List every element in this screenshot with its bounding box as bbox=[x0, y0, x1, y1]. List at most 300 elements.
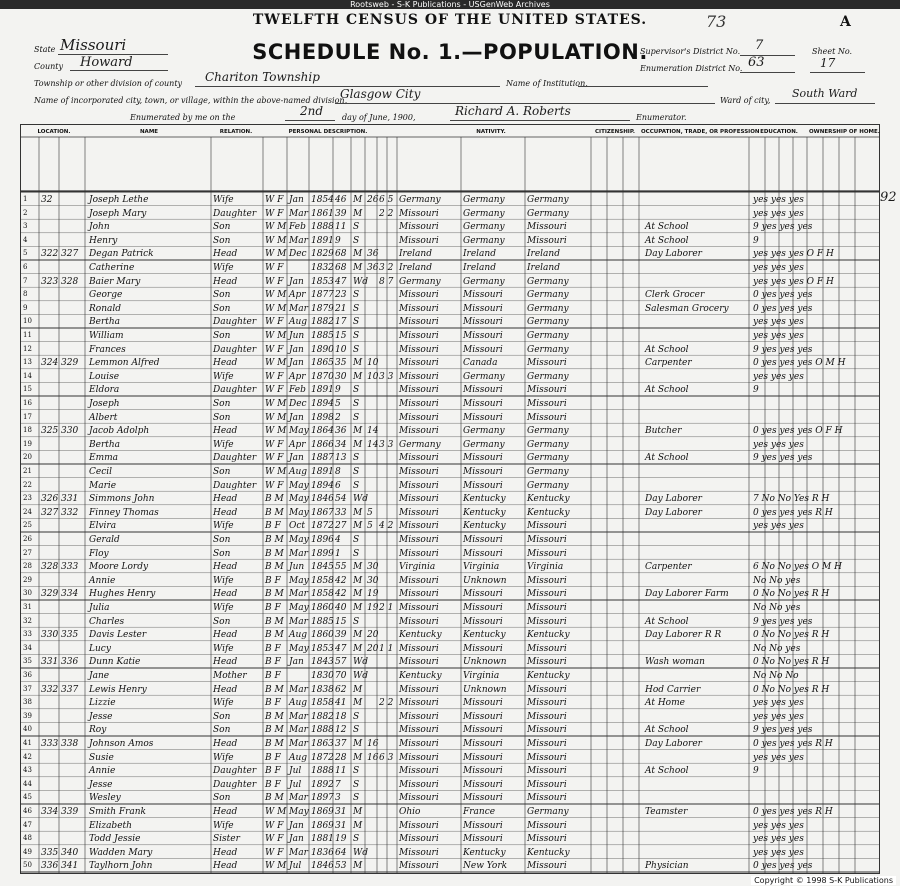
marital-status: S bbox=[353, 303, 360, 314]
education: No No No bbox=[753, 671, 799, 681]
relation: Son bbox=[213, 399, 231, 409]
education: 0 yes yes yes bbox=[753, 290, 813, 301]
occupation: Day Laborer R R bbox=[645, 630, 722, 641]
age: 68 bbox=[335, 249, 347, 260]
marital-status: S bbox=[353, 793, 360, 804]
education: 9 yes yes yes bbox=[753, 453, 813, 464]
father-birthplace: Germany bbox=[463, 208, 505, 219]
row-number: 33 bbox=[23, 630, 32, 639]
marital-status: M bbox=[353, 630, 363, 641]
enum-district-value: 63 bbox=[748, 55, 765, 70]
mother-birthplace: Missouri bbox=[527, 643, 567, 654]
occupation: Carpenter bbox=[645, 562, 692, 573]
marital-status: S bbox=[353, 235, 360, 246]
relation: Head bbox=[213, 494, 238, 505]
birth-month: Aug bbox=[289, 698, 308, 709]
birth-month: May bbox=[289, 494, 309, 505]
father-birthplace: Missouri bbox=[463, 344, 503, 355]
enumerator-name: Richard A. Roberts bbox=[455, 104, 571, 118]
birth-year: 1899 bbox=[311, 548, 334, 559]
education: 0 yes yes yes bbox=[753, 303, 813, 314]
row-number: 1 bbox=[23, 195, 28, 203]
father-birthplace: Missouri bbox=[463, 385, 503, 396]
header-name: NAME bbox=[139, 129, 159, 135]
dwelling-number: 324 bbox=[41, 358, 59, 369]
occupation: Day Laborer Farm bbox=[645, 589, 729, 600]
age: 28 bbox=[335, 752, 347, 763]
birth-month: May bbox=[289, 807, 309, 817]
father-birthplace: Missouri bbox=[463, 739, 503, 749]
education: yes yes yes bbox=[753, 752, 804, 763]
marital-status: S bbox=[353, 412, 360, 423]
color-sex: B M bbox=[265, 494, 284, 505]
family-number: 329 bbox=[61, 358, 79, 369]
relation: Head bbox=[213, 739, 238, 749]
row-number: 27 bbox=[23, 548, 32, 557]
relation: Head bbox=[213, 657, 238, 668]
relation: Wife bbox=[213, 820, 234, 831]
birthplace: Virginia bbox=[399, 562, 436, 573]
father-birthplace: Missouri bbox=[463, 548, 503, 559]
age: 21 bbox=[335, 303, 347, 314]
color-sex: B F bbox=[265, 779, 281, 790]
color-sex: W F bbox=[265, 263, 284, 273]
relation: Daughter bbox=[213, 208, 257, 219]
color-sex: B M bbox=[265, 616, 284, 627]
birth-year: 1891 bbox=[311, 467, 334, 477]
color-sex: W M bbox=[265, 807, 287, 817]
dwelling-number: 332 bbox=[41, 684, 59, 695]
education: 0 No No yes R H bbox=[753, 684, 830, 695]
age: 37 bbox=[335, 739, 347, 749]
marital-status: S bbox=[353, 535, 360, 545]
occupation: Butcher bbox=[645, 426, 682, 437]
person-name: Gerald bbox=[89, 535, 120, 545]
mother-birthplace: Kentucky bbox=[527, 507, 570, 518]
birth-year: 1830 bbox=[311, 671, 334, 681]
birthplace: Kentucky bbox=[399, 671, 442, 681]
birth-year: 1894 bbox=[311, 399, 334, 409]
row-number: 39 bbox=[23, 711, 32, 720]
birthplace: Missouri bbox=[399, 371, 439, 382]
ward-label: Ward of city, bbox=[720, 96, 771, 105]
person-name: Frances bbox=[89, 344, 126, 355]
years-married: 5 bbox=[367, 507, 373, 518]
father-birthplace: Missouri bbox=[463, 752, 503, 763]
birthplace: Missouri bbox=[399, 603, 439, 613]
birth-month: Jan bbox=[289, 412, 304, 423]
birthplace: Missouri bbox=[399, 548, 439, 559]
birthplace: Missouri bbox=[399, 412, 439, 423]
father-birthplace: Missouri bbox=[463, 535, 503, 545]
birth-month: May bbox=[289, 480, 309, 491]
birthplace: Missouri bbox=[399, 847, 439, 858]
mother-birthplace: Germany bbox=[527, 208, 569, 219]
row-number: 26 bbox=[23, 535, 32, 543]
birth-month: Mar bbox=[289, 847, 308, 858]
father-birthplace: Missouri bbox=[463, 616, 503, 627]
archive-banner: Rootsweb - S-K Publications - USGenWeb Archives bbox=[0, 0, 900, 9]
row-number: 46 bbox=[23, 807, 32, 815]
birth-year: 1853 bbox=[311, 276, 334, 287]
family-number: 331 bbox=[61, 494, 79, 505]
marital-status: S bbox=[353, 317, 360, 328]
birth-month: Jan bbox=[289, 820, 304, 831]
marital-status: S bbox=[353, 399, 360, 409]
person-name: George bbox=[89, 290, 123, 301]
marital-status: M bbox=[353, 861, 363, 872]
education: 9 bbox=[753, 766, 759, 777]
table-row bbox=[21, 859, 879, 874]
education: yes yes yes bbox=[753, 521, 804, 532]
color-sex: W M bbox=[265, 303, 287, 314]
row-number: 16 bbox=[23, 399, 32, 407]
father-birthplace: Ireland bbox=[463, 263, 496, 273]
page-stamp: 73 bbox=[706, 12, 727, 31]
relation: Daughter bbox=[213, 317, 257, 328]
birth-month: Feb bbox=[289, 222, 306, 233]
color-sex: W F bbox=[265, 453, 284, 464]
row-number: 49 bbox=[23, 847, 32, 856]
occupation: Day Laborer bbox=[645, 507, 702, 518]
mother-birthplace: Missouri bbox=[527, 752, 567, 763]
color-sex: W F bbox=[265, 820, 284, 831]
birth-year: 1882 bbox=[311, 711, 334, 722]
marital-status: M bbox=[353, 643, 363, 654]
birth-year: 1860 bbox=[311, 630, 334, 641]
color-sex: W M bbox=[265, 235, 287, 246]
family-number: 327 bbox=[61, 249, 79, 260]
birth-year: 1888 bbox=[311, 766, 334, 777]
mother-birthplace: Germany bbox=[527, 453, 569, 464]
father-birthplace: New York bbox=[463, 861, 508, 872]
relation: Wife bbox=[213, 371, 234, 382]
birth-year: 1888 bbox=[311, 222, 334, 233]
father-birthplace: Canada bbox=[463, 358, 498, 369]
row-number: 40 bbox=[23, 725, 32, 734]
city-label: Name of incorporated city, town, or village, within the above-named division, bbox=[34, 96, 348, 105]
birthplace: Missouri bbox=[399, 589, 439, 600]
color-sex: W F bbox=[265, 208, 284, 219]
marital-status: S bbox=[353, 548, 360, 559]
mother-birthplace: Missouri bbox=[527, 684, 567, 695]
relation: Son bbox=[213, 412, 231, 423]
birthplace: Missouri bbox=[399, 494, 439, 505]
birthplace: Missouri bbox=[399, 317, 439, 328]
education: 0 yes yes yes bbox=[753, 861, 813, 872]
age: 6 bbox=[335, 480, 341, 491]
color-sex: W M bbox=[265, 861, 287, 872]
father-birthplace: Missouri bbox=[463, 589, 503, 600]
dwelling-number: 326 bbox=[41, 494, 59, 505]
education: 9 bbox=[753, 235, 759, 246]
county-label: County bbox=[34, 62, 63, 71]
relation: Son bbox=[213, 290, 231, 301]
age: 5 bbox=[335, 399, 341, 409]
birth-year: 1853 bbox=[311, 643, 334, 654]
birth-year: 1881 bbox=[311, 834, 334, 845]
row-number: 19 bbox=[23, 439, 32, 448]
birth-month: Mar bbox=[289, 208, 308, 219]
person-name: Baier Mary bbox=[89, 276, 141, 287]
birth-year: 1891 bbox=[311, 235, 334, 246]
header-citizenship: CITIZENSHIP. bbox=[595, 129, 635, 135]
children: 2 2 bbox=[379, 698, 394, 709]
color-sex: B F bbox=[265, 603, 281, 613]
color-sex: B M bbox=[265, 739, 284, 749]
relation: Daughter bbox=[213, 453, 257, 464]
age: 39 bbox=[335, 208, 347, 219]
row-number: 10 bbox=[23, 317, 32, 326]
birth-year: 1863 bbox=[311, 739, 334, 749]
relation: Head bbox=[213, 276, 238, 287]
relation: Head bbox=[213, 684, 238, 695]
marital-status: S bbox=[353, 467, 360, 477]
education: yes yes yes bbox=[753, 208, 804, 219]
father-birthplace: Unknown bbox=[463, 657, 507, 668]
relation: Head bbox=[213, 249, 238, 260]
children: 2 2 bbox=[379, 208, 394, 219]
mother-birthplace: Germany bbox=[527, 371, 569, 382]
education: yes yes yes bbox=[753, 820, 804, 831]
row-number: 5 bbox=[23, 249, 28, 258]
mother-birthplace: Germany bbox=[527, 467, 569, 477]
person-name: Davis Lester bbox=[89, 630, 147, 641]
person-name: Ronald bbox=[89, 303, 121, 314]
age: 10 bbox=[335, 344, 347, 355]
relation: Head bbox=[213, 358, 238, 369]
person-name: Lewis Henry bbox=[89, 684, 147, 695]
mother-birthplace: Missouri bbox=[527, 603, 567, 613]
birth-year: 1866 bbox=[311, 439, 334, 450]
mother-birthplace: Missouri bbox=[527, 616, 567, 627]
birthplace: Missouri bbox=[399, 303, 439, 314]
enum-district-label: Enumeration District No. bbox=[640, 64, 743, 73]
row-number: 17 bbox=[23, 412, 32, 421]
birthplace: Missouri bbox=[399, 467, 439, 477]
mother-birthplace: Germany bbox=[527, 303, 569, 314]
birthplace: Missouri bbox=[399, 684, 439, 695]
person-name: Moore Lordy bbox=[89, 562, 149, 573]
father-birthplace: Missouri bbox=[463, 643, 503, 654]
birthplace: Missouri bbox=[399, 331, 439, 341]
birth-month: Apr bbox=[289, 439, 306, 450]
marital-status: S bbox=[353, 616, 360, 627]
birth-year: 1858 bbox=[311, 589, 334, 600]
row-number: 14 bbox=[23, 371, 32, 380]
birth-year: 1854 bbox=[311, 195, 334, 205]
relation: Wife bbox=[213, 698, 234, 709]
person-name: Joseph Mary bbox=[89, 208, 147, 219]
marital-status: M bbox=[353, 603, 363, 613]
relation: Son bbox=[213, 725, 231, 736]
birth-month: Jul bbox=[289, 779, 302, 790]
birth-year: 1879 bbox=[311, 303, 334, 314]
relation: Head bbox=[213, 562, 238, 573]
color-sex: B F bbox=[265, 575, 281, 586]
birth-month: Apr bbox=[289, 371, 306, 382]
education: yes yes yes bbox=[753, 439, 804, 450]
education: yes yes yes bbox=[753, 834, 804, 845]
sheet-no-label: Sheet No. bbox=[812, 47, 853, 56]
person-name: Louise bbox=[89, 371, 120, 382]
father-birthplace: Virginia bbox=[463, 562, 500, 573]
person-name: Floy bbox=[89, 548, 109, 559]
row-number: 36 bbox=[23, 671, 32, 679]
color-sex: W M bbox=[265, 290, 287, 301]
occupation: Carpenter bbox=[645, 358, 692, 369]
family-number: 335 bbox=[61, 630, 79, 641]
dwelling-number: 323 bbox=[41, 276, 59, 287]
mother-birthplace: Missouri bbox=[527, 657, 567, 668]
father-birthplace: Missouri bbox=[463, 766, 503, 777]
person-name: Finney Thomas bbox=[89, 507, 159, 518]
age: 12 bbox=[335, 725, 347, 736]
color-sex: B M bbox=[265, 507, 284, 518]
color-sex: B F bbox=[265, 521, 281, 532]
marital-status: M bbox=[353, 249, 363, 260]
person-name: Cecil bbox=[89, 467, 113, 477]
person-name: Annie bbox=[89, 575, 116, 586]
color-sex: W F bbox=[265, 371, 284, 382]
marital-status: M bbox=[353, 371, 363, 382]
age: 42 bbox=[335, 575, 347, 586]
marital-status: S bbox=[353, 331, 360, 341]
father-birthplace: Germany bbox=[463, 276, 505, 287]
birth-month: Jan bbox=[289, 657, 304, 668]
person-name: Jane bbox=[89, 671, 110, 681]
birthplace: Germany bbox=[399, 439, 441, 450]
color-sex: W F bbox=[265, 439, 284, 450]
birthplace: Germany bbox=[399, 276, 441, 287]
family-number: 341 bbox=[61, 861, 79, 872]
father-birthplace: Missouri bbox=[463, 399, 503, 409]
birthplace: Kentucky bbox=[399, 630, 442, 641]
row-number: 28 bbox=[23, 562, 32, 571]
relation: Head bbox=[213, 426, 238, 437]
father-birthplace: Missouri bbox=[463, 698, 503, 709]
relation: Head bbox=[213, 507, 238, 518]
mother-birthplace: Missouri bbox=[527, 589, 567, 600]
person-name: Roy bbox=[89, 725, 107, 736]
marital-status: S bbox=[353, 222, 360, 233]
birthplace: Missouri bbox=[399, 861, 439, 872]
relation: Daughter bbox=[213, 480, 257, 491]
birth-year: 1887 bbox=[311, 453, 334, 464]
birthplace: Missouri bbox=[399, 711, 439, 722]
row-number: 6 bbox=[23, 263, 28, 271]
color-sex: W F bbox=[265, 344, 284, 355]
row-number: 9 bbox=[23, 303, 28, 312]
marital-status: M bbox=[353, 521, 363, 532]
birth-year: 1872 bbox=[311, 752, 334, 763]
family-number: 328 bbox=[61, 276, 79, 287]
occupation: At Home bbox=[645, 698, 685, 709]
township-label: Township or other division of county bbox=[34, 79, 183, 88]
marital-status: M bbox=[353, 562, 363, 573]
children: 8 7 bbox=[379, 276, 394, 287]
color-sex: W M bbox=[265, 399, 287, 409]
birth-year: 1896 bbox=[311, 535, 334, 545]
row-number: 30 bbox=[23, 589, 32, 598]
marital-status: M bbox=[353, 807, 363, 817]
age: 18 bbox=[335, 711, 347, 722]
education: yes yes yes bbox=[753, 195, 804, 205]
mother-birthplace: Missouri bbox=[527, 575, 567, 586]
row-number: 8 bbox=[23, 290, 28, 299]
mother-birthplace: Missouri bbox=[527, 222, 567, 233]
dwelling-number: 336 bbox=[41, 861, 59, 872]
row-number: 29 bbox=[23, 575, 32, 584]
mother-birthplace: Missouri bbox=[527, 820, 567, 831]
relation: Wife bbox=[213, 521, 234, 532]
father-birthplace: Missouri bbox=[463, 467, 503, 477]
birth-year: 1872 bbox=[311, 521, 334, 532]
father-birthplace: Missouri bbox=[463, 603, 503, 613]
relation: Daughter bbox=[213, 779, 257, 790]
birthplace: Missouri bbox=[399, 453, 439, 464]
ward-value: South Ward bbox=[792, 87, 858, 100]
birth-year: 1888 bbox=[311, 725, 334, 736]
mother-birthplace: Missouri bbox=[527, 725, 567, 736]
age: 54 bbox=[335, 494, 347, 505]
enumerator-label: Enumerator. bbox=[636, 113, 687, 122]
birthplace: Missouri bbox=[399, 385, 439, 396]
row-number: 21 bbox=[23, 467, 32, 475]
father-birthplace: Missouri bbox=[463, 711, 503, 722]
color-sex: B F bbox=[265, 698, 281, 709]
age: 30 bbox=[335, 371, 347, 382]
mother-birthplace: Missouri bbox=[527, 739, 567, 749]
person-name: Degan Patrick bbox=[89, 249, 154, 260]
marital-status: M bbox=[353, 820, 363, 831]
color-sex: B F bbox=[265, 671, 281, 681]
age: 3 bbox=[335, 793, 341, 804]
marital-status: M bbox=[353, 698, 363, 709]
age: 23 bbox=[335, 290, 347, 301]
mother-birthplace: Missouri bbox=[527, 385, 567, 396]
occupation: At School bbox=[645, 344, 689, 355]
education: 9 yes yes yes bbox=[753, 616, 813, 627]
occupation: Teamster bbox=[645, 807, 688, 817]
marital-status: M bbox=[353, 208, 363, 219]
person-name: Simmons John bbox=[89, 494, 155, 505]
birth-month: Jul bbox=[289, 861, 302, 872]
birthplace: Missouri bbox=[399, 779, 439, 790]
birthplace: Ireland bbox=[399, 249, 432, 260]
header-relation: RELATION. bbox=[219, 129, 253, 135]
birthplace: Missouri bbox=[399, 507, 439, 518]
mother-birthplace: Missouri bbox=[527, 548, 567, 559]
dwelling-number: 334 bbox=[41, 807, 59, 817]
birthplace: Missouri bbox=[399, 739, 439, 749]
father-birthplace: Missouri bbox=[463, 820, 503, 831]
color-sex: W F bbox=[265, 195, 284, 205]
relation: Son bbox=[213, 331, 231, 341]
relation: Son bbox=[213, 235, 231, 246]
education: 7 No No Yes R H bbox=[753, 494, 830, 505]
city-value: Glasgow City bbox=[340, 87, 421, 101]
father-birthplace: Kentucky bbox=[463, 494, 506, 505]
birth-month: Mar bbox=[289, 725, 308, 736]
children: 4 2 bbox=[379, 521, 394, 532]
education: 9 bbox=[753, 385, 759, 396]
marital-status: S bbox=[353, 711, 360, 722]
birth-month: Mar bbox=[289, 684, 308, 695]
birth-year: 1838 bbox=[311, 684, 334, 695]
education: 0 yes yes yes R H bbox=[753, 507, 833, 518]
row-number: 2 bbox=[23, 208, 28, 217]
